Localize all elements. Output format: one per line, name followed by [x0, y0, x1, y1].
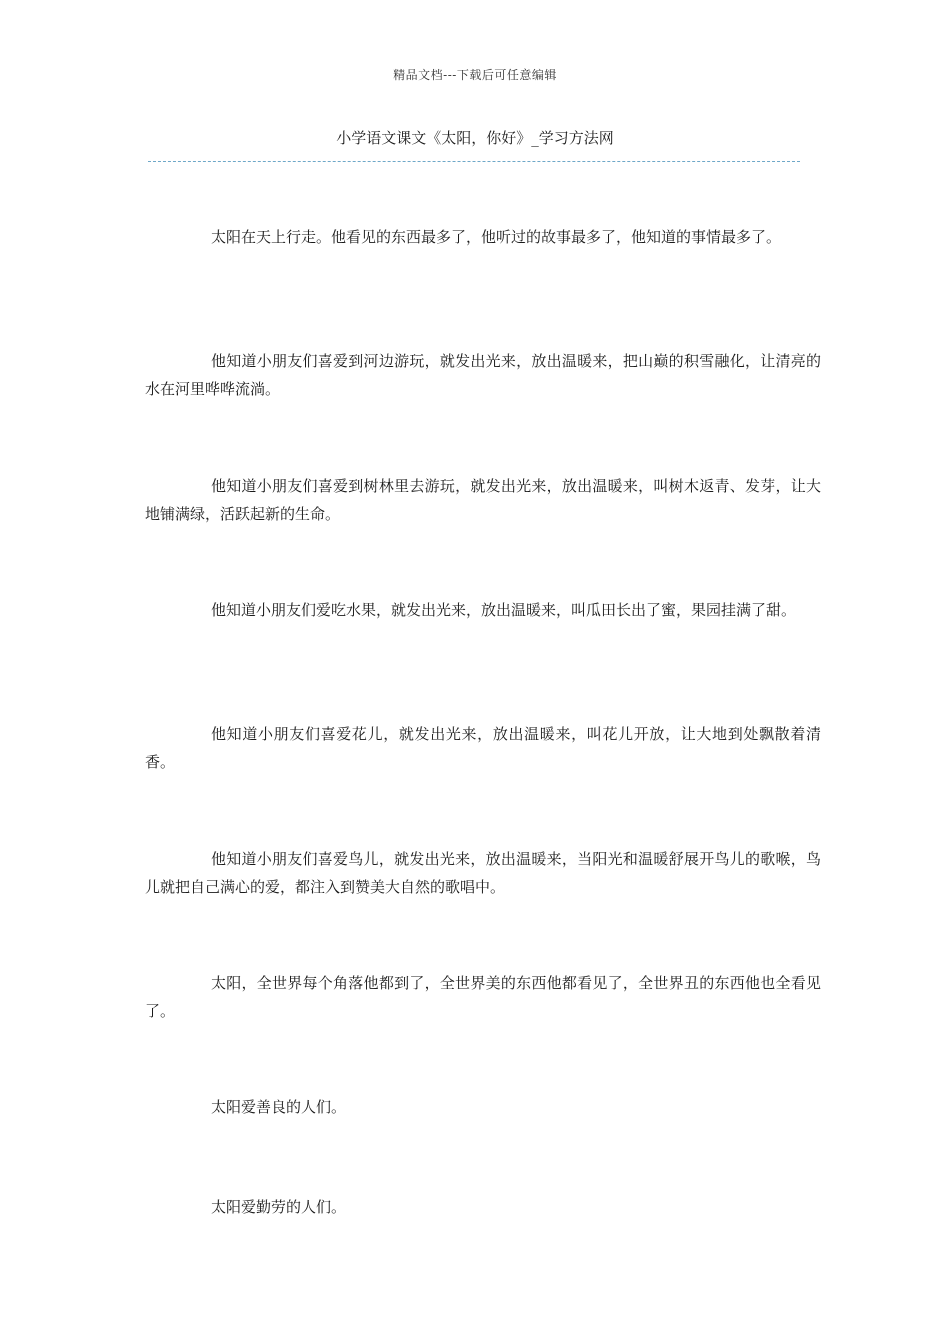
header-note: 精品文档---下载后可任意编辑	[393, 68, 557, 82]
document-title: 小学语文课文《太阳，你好》_学习方法网	[336, 129, 614, 147]
paragraph-9: 太阳爱勤劳的人们。	[211, 1198, 347, 1216]
paragraph-8: 太阳爱善良的人们。	[211, 1098, 347, 1116]
paragraph-2: 他知道小朋友们喜爱到河边游玩，就发出光来，放出温暖来，把山巅的积雪融化，让清亮的水在河里哗哗流淌。	[145, 352, 821, 398]
paragraph-6: 他知道小朋友们喜爱鸟儿，就发出光来，放出温暖来，当阳光和温暖舒展开鸟儿的歌喉，鸟儿就把自己满心的爱，都注入到赞美大自然的歌唱中。	[145, 850, 821, 896]
paragraph-1: 太阳在天上行走。他看见的东西最多了，他听过的故事最多了，他知道的事情最多了。	[211, 228, 782, 246]
paragraph-7: 太阳，全世界每个角落他都到了，全世界美的东西他都看见了，全世界丑的东西他也全看见了。	[145, 974, 821, 1020]
paragraph-3: 他知道小朋友们喜爱到树林里去游玩，就发出光来，放出温暖来，叫树木返青、发芽，让大地铺满绿，活跃起新的生命。	[145, 477, 821, 523]
title-divider	[148, 161, 800, 162]
paragraph-5: 他知道小朋友们喜爱花儿，就发出光来，放出温暖来，叫花儿开放，让大地到处飘散着清香。	[145, 725, 821, 771]
paragraph-4: 他知道小朋友们爱吃水果，就发出光来，放出温暖来，叫瓜田长出了蜜，果园挂满了甜。	[211, 601, 797, 619]
